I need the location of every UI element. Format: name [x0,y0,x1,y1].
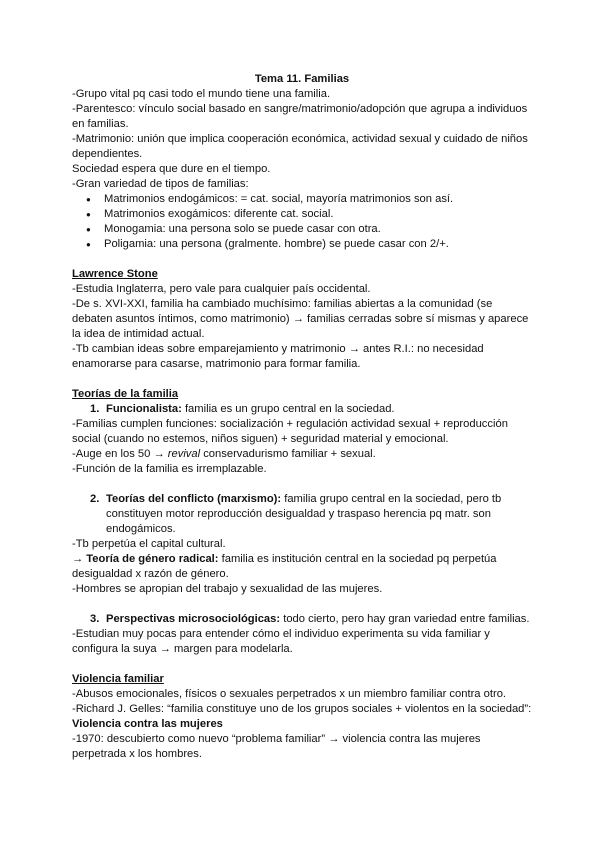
list-item: ● Monogamia: una persona solo se puede casar con otra. [104,222,532,237]
list-item: ● Matrimonios endogámicos: = cat. social, mayoría matrimonios son así. [104,192,532,207]
theory-text: familia grupo central en la sociedad, pero tb constituyen motor reproducción desigualdad y traspaso herencia pq matr. son endogámicos. [106,493,502,535]
micro-line-1: -Estudian muy pocas para entender cómo el individuo experimenta su vida familiar y configura la suya → margen para modelarla. [72,628,490,655]
family-types-list [72,192,532,252]
section-heading-theories: Teorías de la familia [72,388,179,400]
list-number: 2. [90,493,100,505]
intro-line-3: -Matrimonio: unión que implica cooperación económica, actividad sexual y cuidado de niños dependientes. [72,133,528,160]
conflict-line-3: -Hombres se apropian del trabajo y sexualidad de las mujeres. [72,583,383,595]
document-page [72,72,532,762]
text-fragment: -Auge en los 50 → [72,448,168,460]
intro-line-2: -Parentesco: vínculo social basado en sangre/matrimonio/adopción que agrupa a individuos en familias. [72,103,528,130]
intro-line-5: -Gran variedad de tipos de familias: [72,178,249,190]
theory-label: Perspectivas microsociológicas: [106,613,281,625]
spacer [72,597,532,612]
violence-subheading: Violencia contra las mujeres [72,718,223,730]
functionalist-line-1: -Familias cumplen funciones: socialización + regulación actividad sexual + reproducción social (cuando no estemos, niños siguen) + seguridad material y emocional. [72,418,508,445]
theory-list-3 [72,612,532,627]
list-number: 1. [90,403,100,415]
theory-label: Teorías del conflicto (marxismo): [106,493,282,505]
theory-label: Funcionalista: [106,403,182,415]
text-fragment-italic: revival [167,448,201,460]
list-item: ● Matrimonios exogámicos: diferente cat. social. [104,207,532,222]
list-item: ● Poligamia: una persona (gralmente. hombre) se puede casar con 2/+. [104,237,532,252]
theory-list-2 [72,492,532,537]
conflict-line-1: -Tb perpetúa el capital cultural. [72,538,226,550]
text-fragment-bold: Teoría de género radical: [86,553,219,565]
spacer [72,477,532,492]
text-fragment: conservadurismo familiar + sexual. [200,448,376,460]
list-number: 3. [90,613,100,625]
theory-text: familia es un grupo central en la sociedad. [181,403,395,415]
text-fragment: familia es institución central en la sociedad pq perpetúa desigualdad x razón de género. [72,553,497,580]
intro-line-4: Sociedad espera que dure en el tiempo. [72,163,271,175]
violence-line-3: -1970: descubierto como nuevo “problema familiar” → violencia contra las mujeres perpetrada x los hombres. [72,733,481,760]
stone-line-3: -Tb cambian ideas sobre emparejamiento y matrimonio → antes R.I.: no necesidad enamorarse para casarse, matrimonio para formar familia. [72,343,484,370]
text-fragment: → [72,553,87,565]
stone-line-1: -Estudia Inglaterra, pero vale para cualquier país occidental. [72,283,371,295]
violence-line-2: -Richard J. Gelles: “familia constituye uno de los grupos sociales + violentos en la sociedad”: [72,703,532,715]
theory-item-micro [90,612,532,627]
conflict-line-2 [72,552,532,582]
stone-line-2: -De s. XVI-XXI, familia ha cambiado muchísimo: familias abiertas a la comunidad (se debaten asuntos íntimos, como matrimonio) → familias cerradas sobre sí mismas y aparece la idea de intimidad actual. [72,298,529,340]
section-heading-violence: Violencia familiar [72,673,164,685]
theory-item-functionalist [90,402,532,417]
functionalist-line-2 [72,447,532,462]
functionalist-line-3: -Función de la familia es irremplazable. [72,463,267,475]
violence-line-1: -Abusos emocionales, físicos o sexuales perpetrados x un miembro familiar contra otro. [72,688,507,700]
theory-item-conflict [90,492,532,537]
page-title: Tema 11. Familias [254,73,350,85]
theory-text: todo cierto, pero hay gran variedad entre familias. [280,613,530,625]
section-heading-stone: Lawrence Stone [72,268,158,280]
intro-line-1: -Grupo vital pq casi todo el mundo tiene una familia. [72,88,331,100]
theory-list-1 [72,402,532,417]
